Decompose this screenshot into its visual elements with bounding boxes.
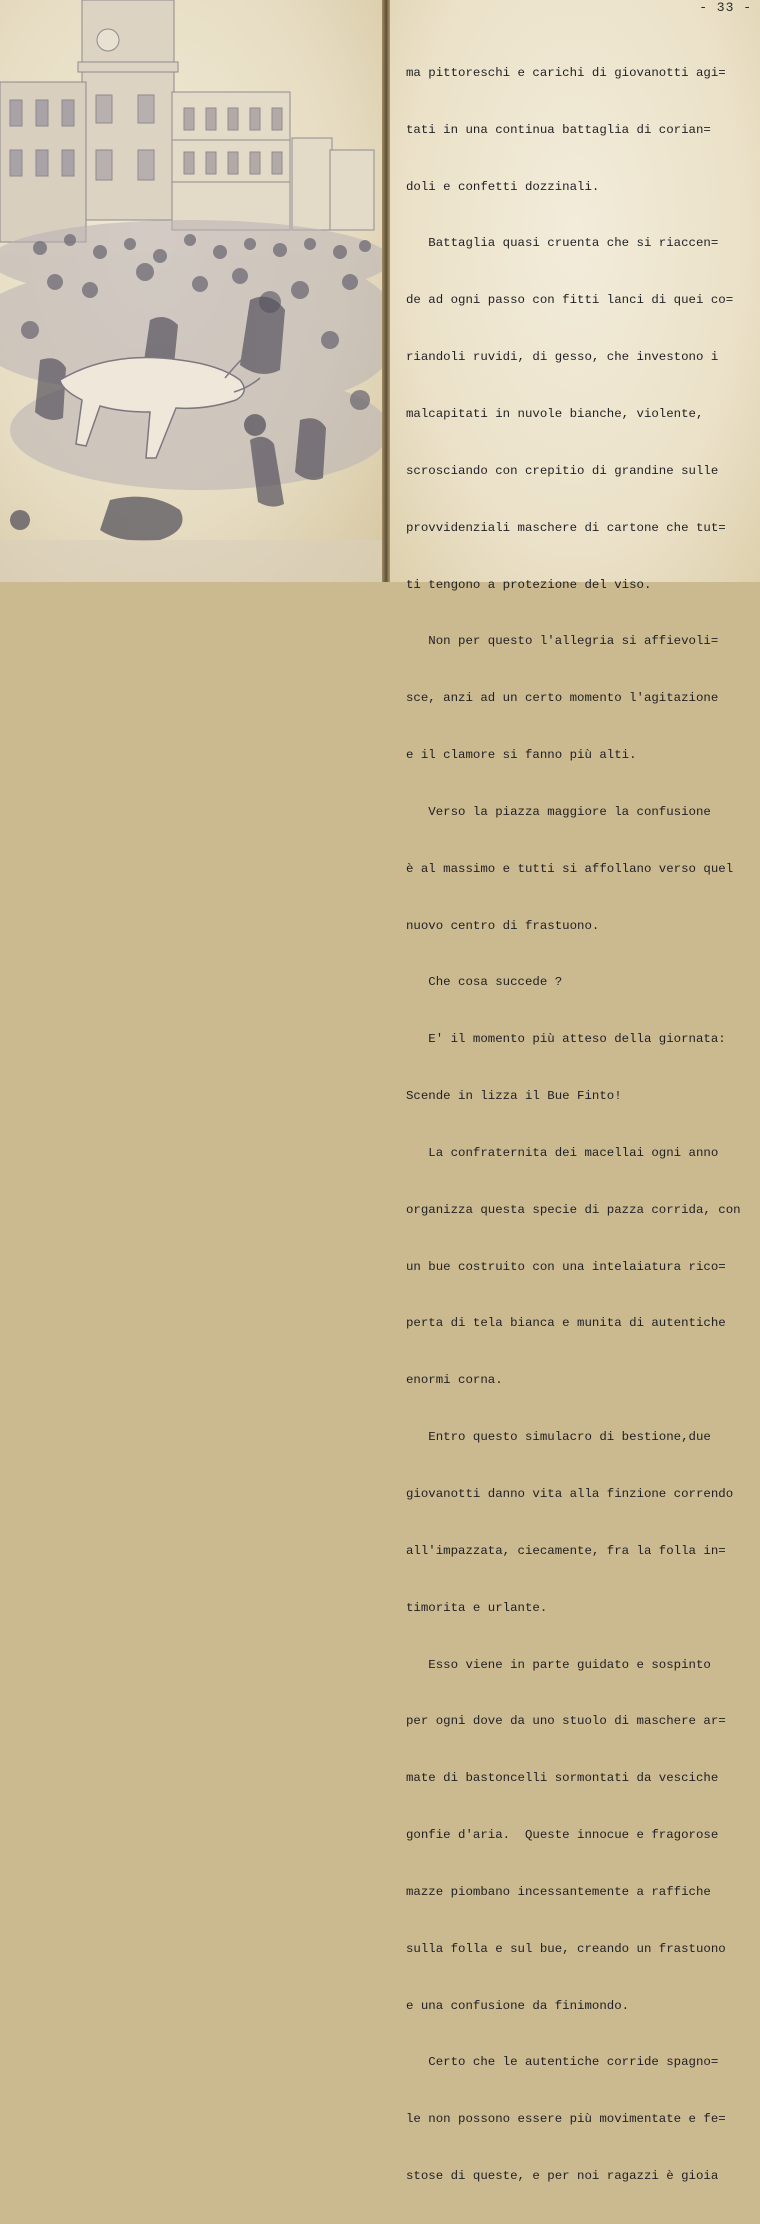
text-line: timorita e urlante. bbox=[406, 1600, 548, 1615]
text-line: riandoli ruvidi, di gesso, che investono i bbox=[406, 350, 719, 365]
text-line: tati in una continua battaglia di corian= bbox=[406, 122, 711, 137]
text-line: mate di bastoncelli sormontati da vesciche bbox=[406, 1771, 719, 1786]
text-line: Entro questo simulacro di bestione,due bbox=[406, 1430, 711, 1445]
text-line: per ogni dove da uno stuolo di maschere ar= bbox=[406, 1714, 726, 1729]
text-line: all'impazzata, ciecamente, fra la folla in= bbox=[406, 1543, 726, 1558]
text-line: stose di queste, e per noi ragazzi è gioia bbox=[406, 2169, 719, 2184]
text-line: E' il momento più atteso della giornata: bbox=[406, 1032, 726, 1047]
text-line: ma pittoreschi e carichi di giovanotti agi= bbox=[406, 65, 726, 80]
text-line: perta di tela bianca e munita di autentiche bbox=[406, 1316, 726, 1331]
text-page bbox=[390, 0, 760, 2184]
text-line: enormi corna. bbox=[406, 1373, 503, 1388]
text-line: le non possono essere più movimentate e fe= bbox=[406, 2112, 726, 2127]
text-line: giovanotti danno vita alla finzione correndo bbox=[406, 1487, 734, 1501]
text-line: ti tengono a protezione del viso. bbox=[406, 577, 652, 592]
text-line: un bue costruito con una intelaiatura rico= bbox=[406, 1259, 726, 1274]
text-line: Battaglia quasi cruenta che si riaccen= bbox=[406, 236, 719, 251]
text-line: mazze piombano incessantemente a raffiche bbox=[406, 1884, 711, 1899]
text-line: gonfie d'aria. Queste innocue e fragorose bbox=[406, 1828, 719, 1843]
text-line: Non per questo l'allegria si affievoli= bbox=[406, 634, 719, 649]
text-line: Certo che le autentiche corride spagno= bbox=[406, 2055, 719, 2070]
text-line: provvidenziali maschere di cartone che tut= bbox=[406, 520, 726, 535]
text-line: e il clamore si fanno più alti. bbox=[406, 748, 637, 763]
text-line: Scende in lizza il Bue Finto! bbox=[406, 1089, 622, 1104]
text-line: La confraternita dei macellai ogni anno bbox=[406, 1145, 719, 1160]
text-line: Esso viene in parte guidato e sospinto bbox=[406, 1657, 711, 1672]
text-line: nuovo centro di frastuono. bbox=[406, 918, 600, 933]
body-text bbox=[406, 26, 756, 2224]
text-line: Che cosa succede ? bbox=[406, 975, 563, 990]
text-line: e una confusione da finimondo. bbox=[406, 1998, 630, 2013]
text-line: è al massimo e tutti si affollano verso quel bbox=[406, 861, 734, 876]
text-line: de ad ogni passo con fitti lanci di quei co= bbox=[406, 293, 734, 308]
illustration-page bbox=[0, 0, 384, 582]
text-line: doli e confetti dozzinali. bbox=[406, 179, 600, 194]
page-number: - 33 - bbox=[699, 0, 752, 15]
carnival-bull-illustration bbox=[0, 0, 384, 582]
text-line: scrosciando con crepitio di grandine sulle bbox=[406, 463, 719, 478]
text-line: organizza questa specie di pazza corrida, con bbox=[406, 1202, 741, 1217]
text-line: sulla folla e sul bue, creando un frastuono bbox=[406, 1941, 726, 1956]
text-line: Verso la piazza maggiore la confusione bbox=[406, 804, 711, 819]
text-line: malcapitati in nuvole bianche, violente, bbox=[406, 406, 704, 421]
text-line: sce, anzi ad un certo momento l'agitazione bbox=[406, 691, 719, 706]
